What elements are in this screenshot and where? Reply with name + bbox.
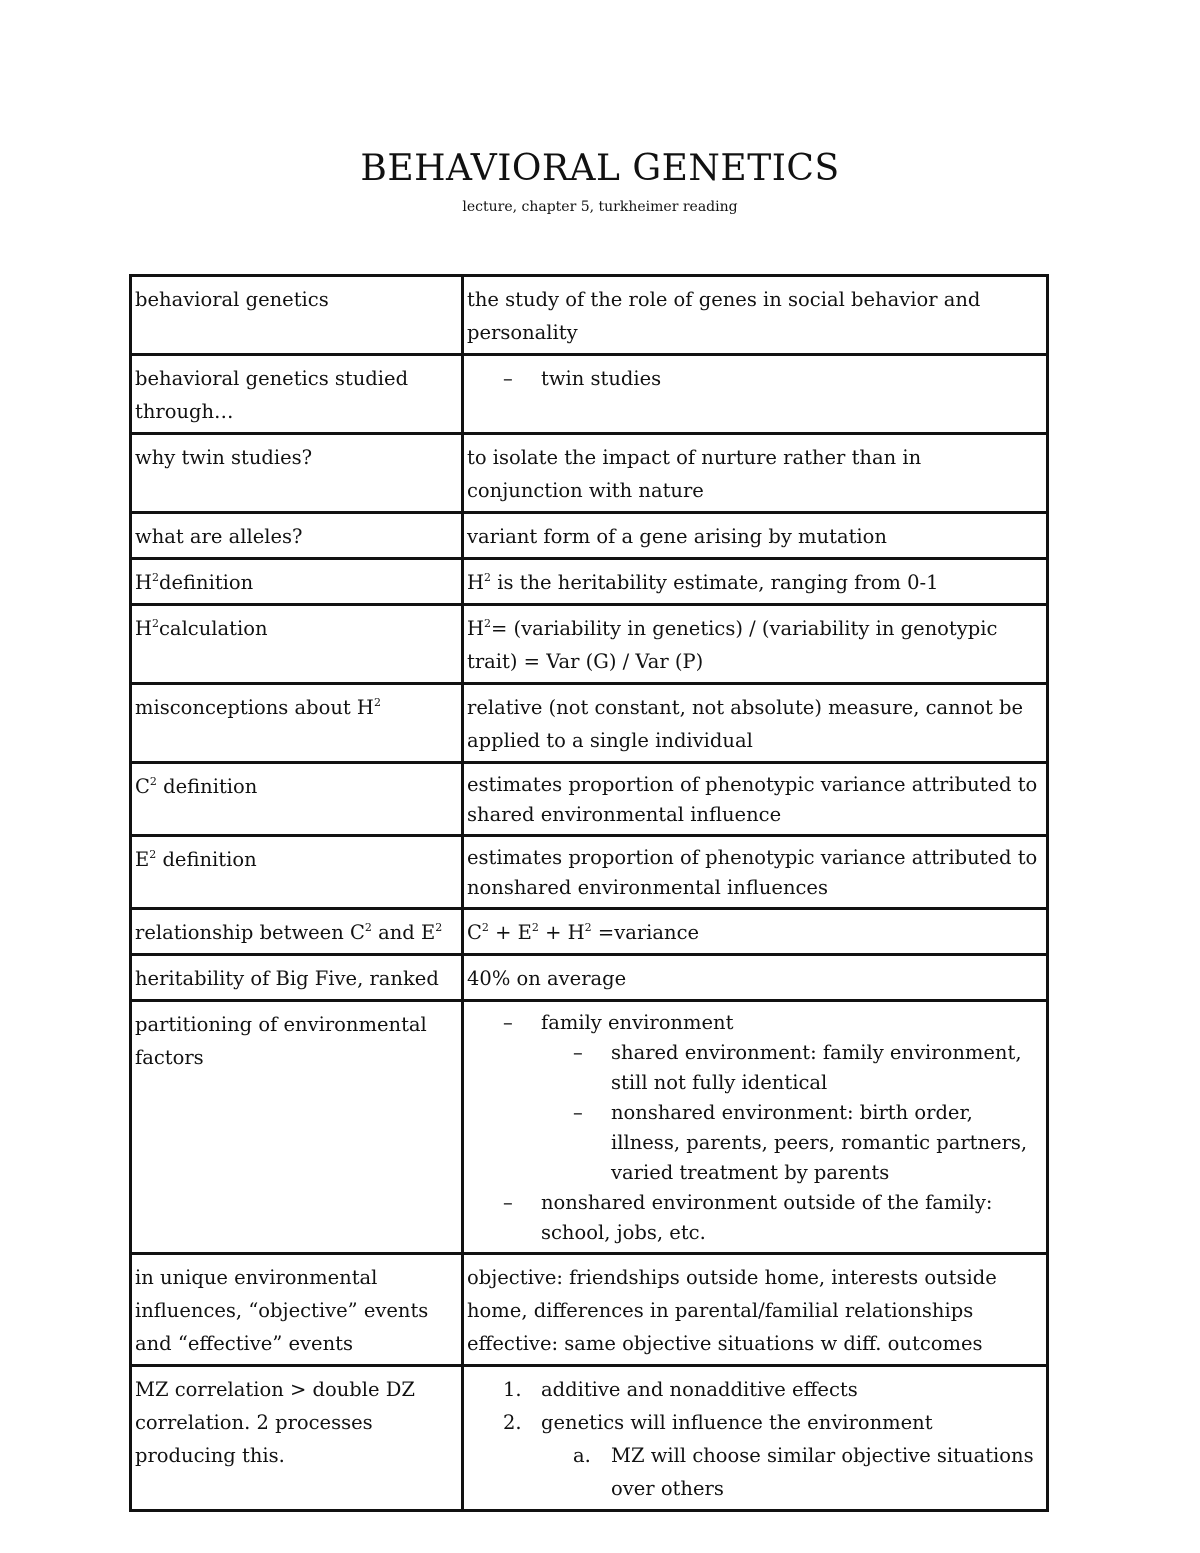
table-row bbox=[131, 836, 1048, 909]
list-marker: 2. bbox=[503, 1411, 522, 1434]
term-cell: what are alleles? bbox=[131, 513, 463, 559]
list-item bbox=[503, 1406, 1043, 1505]
definition-text: + H bbox=[538, 921, 585, 944]
numbered-list bbox=[467, 1373, 1043, 1505]
list-item: – twin studies bbox=[503, 362, 1043, 395]
table-row bbox=[131, 1001, 1048, 1254]
list-item bbox=[573, 1439, 1043, 1505]
dash-list bbox=[467, 362, 1043, 395]
definition-cell: 40% on average bbox=[463, 955, 1048, 1001]
table-row bbox=[131, 513, 1048, 559]
table-row bbox=[131, 909, 1048, 955]
superscript-2: 2 bbox=[484, 571, 492, 584]
list-item: – nonshared environment: birth order, illness, parents, peers, romantic partners, varied treatment by parents bbox=[573, 1098, 1043, 1188]
table-row bbox=[131, 559, 1048, 605]
definition-cell: the study of the role of genes in social behavior and personality bbox=[463, 276, 1048, 355]
superscript-2: 2 bbox=[435, 921, 443, 934]
definition-cell: variant form of a gene arising by mutation bbox=[463, 513, 1048, 559]
list-item: – nonshared environment outside of the family: school, jobs, etc. bbox=[503, 1188, 1043, 1248]
term-text: E bbox=[135, 848, 150, 871]
definition-cell: to isolate the impact of nurture rather than in conjunction with nature bbox=[463, 434, 1048, 513]
definition-text: =variance bbox=[591, 921, 700, 944]
definition-line: objective: friendships outside home, interests outside home, differences in parental/familial relationships bbox=[467, 1266, 997, 1322]
term-text: calculation bbox=[159, 617, 268, 640]
list-marker: 1. bbox=[503, 1378, 522, 1401]
superscript-2: 2 bbox=[481, 921, 489, 934]
table-row bbox=[131, 955, 1048, 1001]
definition-cell bbox=[463, 1001, 1048, 1254]
definition-cell: relative (not constant, not absolute) measure, cannot be applied to a single individual bbox=[463, 684, 1048, 763]
page-subtitle: lecture, chapter 5, turkheimer reading bbox=[462, 199, 738, 215]
term-cell: MZ correlation > double DZ correlation. 2 processes producing this. bbox=[131, 1366, 463, 1511]
definition-cell bbox=[463, 559, 1048, 605]
definition-text: = (variability in genetics) / (variability in genotypic trait) = Var (G) / Var (P) bbox=[467, 617, 998, 673]
superscript-2: 2 bbox=[531, 921, 539, 934]
list-item-text: additive and nonadditive effects bbox=[541, 1378, 858, 1401]
definition-cell bbox=[463, 1254, 1048, 1366]
definition-line: effective: same objective situations w diff. outcomes bbox=[467, 1332, 983, 1355]
term-text: H bbox=[135, 617, 153, 640]
superscript-2: 2 bbox=[152, 617, 160, 630]
superscript-2: 2 bbox=[584, 921, 592, 934]
definition-cell: estimates proportion of phenotypic variance attributed to shared environmental influence bbox=[463, 763, 1048, 836]
term-cell bbox=[131, 605, 463, 684]
definition-cell bbox=[463, 605, 1048, 684]
table-row bbox=[131, 605, 1048, 684]
term-cell bbox=[131, 763, 463, 836]
term-text: definition bbox=[159, 571, 254, 594]
term-cell bbox=[131, 684, 463, 763]
table-row bbox=[131, 763, 1048, 836]
dash-list bbox=[467, 1008, 1043, 1248]
term-cell bbox=[131, 909, 463, 955]
list-item bbox=[503, 1008, 1043, 1188]
definition-cell bbox=[463, 1366, 1048, 1511]
table-row bbox=[131, 1366, 1048, 1511]
definition-text: H bbox=[467, 617, 485, 640]
page-title: BEHAVIORAL GENETICS bbox=[360, 148, 840, 189]
superscript-2: 2 bbox=[149, 848, 157, 861]
superscript-2: 2 bbox=[152, 571, 160, 584]
term-text: H bbox=[135, 571, 153, 594]
term-cell: in unique environmental influences, “objective” events and “effective” events bbox=[131, 1254, 463, 1366]
table-row bbox=[131, 276, 1048, 355]
notes-table bbox=[129, 274, 1049, 1512]
term-cell bbox=[131, 836, 463, 909]
term-cell: why twin studies? bbox=[131, 434, 463, 513]
list-item-text: genetics will influence the environment bbox=[541, 1411, 933, 1434]
definition-text: H bbox=[467, 571, 485, 594]
nested-dash-list bbox=[541, 1038, 1043, 1188]
lettered-list bbox=[541, 1439, 1043, 1505]
term-text: misconceptions about H bbox=[135, 696, 374, 719]
list-item-text: family environment bbox=[541, 1011, 734, 1034]
superscript-2: 2 bbox=[149, 775, 157, 788]
superscript-2: 2 bbox=[484, 617, 492, 630]
list-item-text: MZ will choose similar objective situations over others bbox=[611, 1444, 1034, 1500]
term-cell: heritability of Big Five, ranked bbox=[131, 955, 463, 1001]
table-row bbox=[131, 1254, 1048, 1366]
term-text: and E bbox=[371, 921, 436, 944]
table-row bbox=[131, 355, 1048, 434]
term-cell: behavioral genetics bbox=[131, 276, 463, 355]
term-cell bbox=[131, 559, 463, 605]
term-text: relationship between C bbox=[135, 921, 365, 944]
term-cell: behavioral genetics studied through… bbox=[131, 355, 463, 434]
term-text: definition bbox=[156, 775, 258, 798]
definition-text: C bbox=[467, 921, 482, 944]
term-text: definition bbox=[156, 848, 257, 871]
definition-text: is the heritability estimate, ranging from 0-1 bbox=[491, 571, 939, 594]
definition-text: + E bbox=[488, 921, 532, 944]
term-cell: partitioning of environmental factors bbox=[131, 1001, 463, 1254]
superscript-2: 2 bbox=[373, 696, 381, 709]
list-item bbox=[503, 1373, 1043, 1406]
list-marker: a. bbox=[573, 1444, 591, 1467]
list-item: – shared environment: family environment, still not fully identical bbox=[573, 1038, 1043, 1098]
term-text: C bbox=[135, 775, 150, 798]
superscript-2: 2 bbox=[364, 921, 372, 934]
definition-cell bbox=[463, 909, 1048, 955]
definition-cell: estimates proportion of phenotypic variance attributed to nonshared environmental influences bbox=[463, 836, 1048, 909]
definition-cell bbox=[463, 355, 1048, 434]
table-row bbox=[131, 684, 1048, 763]
table-row bbox=[131, 434, 1048, 513]
